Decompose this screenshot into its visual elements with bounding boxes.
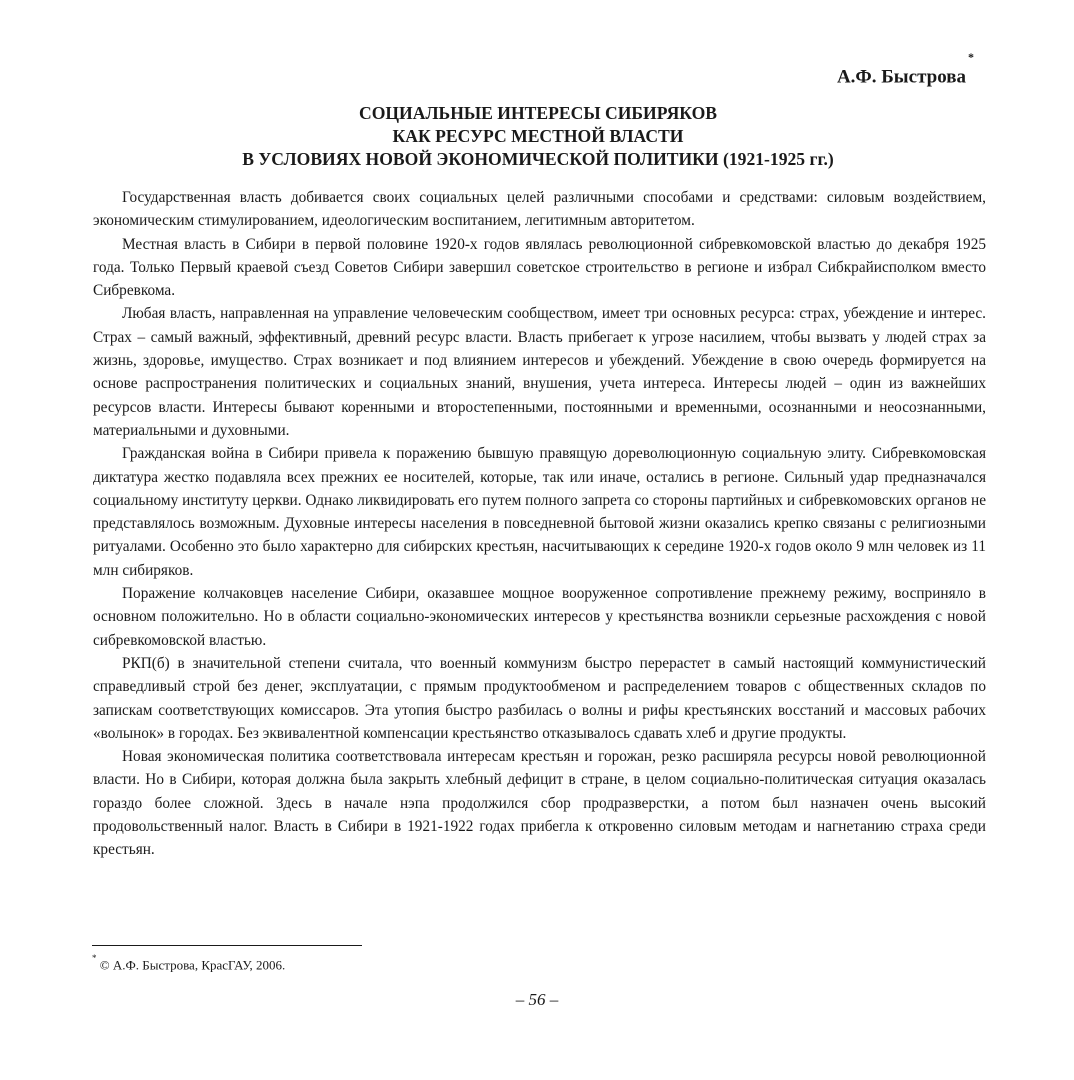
title-line-1: СОЦИАЛЬНЫЕ ИНТЕРЕСЫ СИБИРЯКОВ xyxy=(358,103,718,123)
author-name xyxy=(836,50,974,88)
paragraph: Государственная власть добивается своих социальных целей различными способами и средствами: силовым воздействием, экономическим стимулированием, идеологическим воспитанием, легитимным авторитетом. xyxy=(93,189,986,230)
author-footnote-mark: * xyxy=(968,50,974,64)
article-title xyxy=(88,102,988,171)
paragraph: Любая власть, направленная на управление человеческим сообществом, имеет три основных ресурса: страх, убеждение и интерес. Страх – самый важный, эффективный, древний ресурс власти. Власть прибегает к угрозе насилием, чтобы вызвать у людей страх за жизнь, здоровье, имущество. Страх возникает и под влиянием интересов и убеждений. Убеждение в свою очередь формируется на основе распространения политических и социальных знаний, внушения, учета интереса. Интересы людей – один из важнейших ресурсов власти. Интересы бывают коренными и второстепенными, постоянными и временными, осознанными и неосознанными, материальными и духовными. xyxy=(93,305,986,439)
footnote-divider xyxy=(92,945,362,946)
title-line-2: КАК РЕСУРС МЕСТНОЙ ВЛАСТИ xyxy=(392,126,684,146)
paragraph: Гражданская война в Сибири привела к поражению бывшую правящую дореволюционную социальную элиту. Сибревкомовская диктатура жестко подавляла всех прежних ее носителей, которые, так или иначе, остались в регионе. Сильный удар предназначался социальному институту церкви. Однако ликвидировать его путем полного запрета со стороны партийных и сибревкомовских органов не представлялось возможным. Духовные интересы населения в повседневной бытовой жизни оказались крепко связаны с религиозными ритуалами. Особенно это было характерно для сибирских крестьян, насчитывающих к середине 1920-х годов около 9 млн человек из 11 млн сибиряков. xyxy=(93,445,986,579)
author-name-text: А.Ф. Быстрова xyxy=(836,66,966,88)
article-body xyxy=(93,186,986,862)
paragraph: РКП(б) в значительной степени считала, что военный коммунизм быстро перерастет в самый настоящий коммунистический справедливый строй без денег, эксплуатации, с прямым продуктообменом и распределением товаров с общественных складов по запискам соответствующих комиссаров. Эта утопия быстро разбилась о волны и рифы крестьянских восстаний и массовых рабочих «волынок» в городах. Без эквивалентной компенсации крестьянство отказывалось сдавать хлеб и другие продукты. xyxy=(93,654,986,742)
footnote-text: © А.Ф. Быстрова, КрасГАУ, 2006. xyxy=(99,957,286,973)
paragraph: Новая экономическая политика соответствовала интересам крестьян и горожан, резко расширяла ресурсы новой революционной власти. Но в Сибири, которая должна была закрыть хлебный дефицит в стране, в целом социально-политическая ситуация оказалась гораздо более сложной. Здесь в начале нэпа продолжился сбор продразверстки, а потом был назначен очень высокий продовольственный налог. Власть в Сибири в 1921-1922 годах прибегла к откровенно силовым методам и нагнетанию страха среди крестьян. xyxy=(93,748,986,859)
paragraph: Местная власть в Сибири в первой половине 1920-х годов являлась революционной сибревкомовской властью до декабря 1925 года. Только Первый краевой съезд Советов Сибири завершил советское строительство в регионе и избрал Сибкрайисполком вместо Сибревкома. xyxy=(93,235,986,300)
footnote xyxy=(92,953,286,973)
title-line-3: В УСЛОВИЯХ НОВОЙ ЭКОНОМИЧЕСКОЙ ПОЛИТИКИ (1921-1925 гг.) xyxy=(242,149,834,169)
page-number: – 56 – xyxy=(515,990,559,1009)
footnote-mark: * xyxy=(92,953,97,963)
paragraph: Поражение колчаковцев население Сибири, оказавшее мощное вооруженное сопротивление прежнему режиму, восприняло в основном положительно. Но в области социально-экономических интересов у крестьянства возникли серьезные расхождения с новой сибревкомовской властью. xyxy=(93,585,986,649)
